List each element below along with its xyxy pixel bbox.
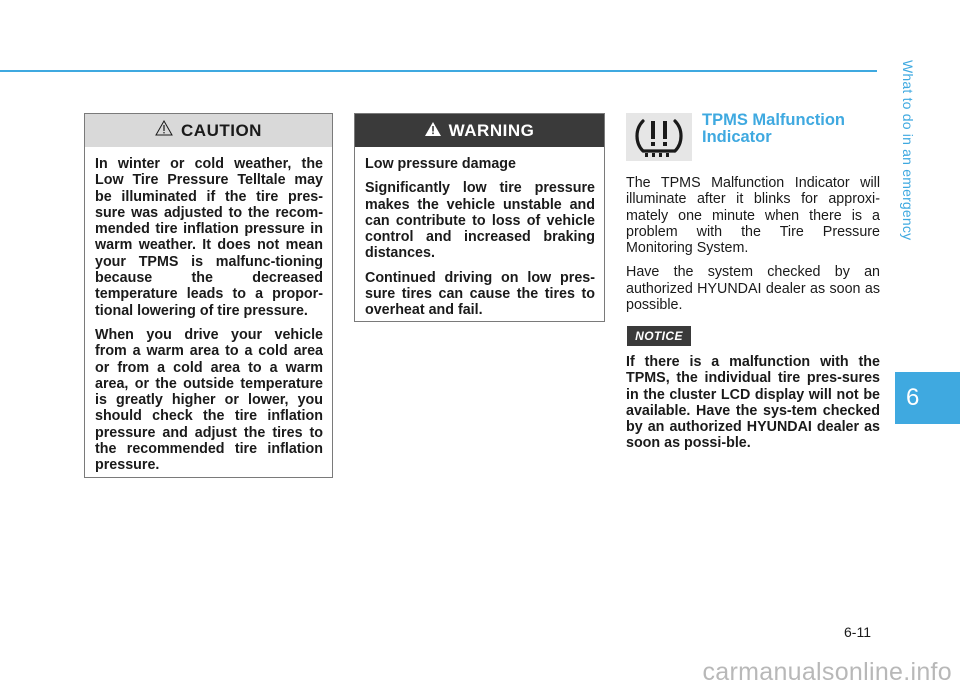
caution-paragraph: In winter or cold weather, the Low Tire Pressure Telltale may be illuminated if the tire pres-sure was adjusted to the recom-mended tire inflation pressure in warm weather. It does not mean your TPMS is malfunc-tioning because the decreased temperature leads to a propor-tional lowering of tire pressure. bbox=[95, 156, 323, 319]
tpms-title-line: Indicator bbox=[702, 127, 772, 146]
tpms-paragraph: Have the system checked by an authorized HYUNDAI dealer as soon as possible. bbox=[626, 264, 880, 314]
page-number: 6-11 bbox=[844, 624, 871, 640]
chapter-number-tab: 6 bbox=[895, 372, 960, 424]
caution-box bbox=[84, 113, 333, 478]
notice-text: If there is a malfunction with the TPMS, the individual tire pres-sures in the cluster LCD display will not be available. Have the sys-tem checked by an authorized HYUNDAI dealer as soon as possi-ble. bbox=[626, 354, 880, 452]
warning-triangle-icon bbox=[425, 121, 441, 141]
warning-title: WARNING bbox=[448, 120, 535, 140]
warning-paragraph: Low pressure damage bbox=[365, 156, 516, 172]
watermark: carmanualsonline.info bbox=[702, 658, 952, 686]
warning-header bbox=[355, 114, 604, 147]
caution-header bbox=[85, 114, 332, 147]
tpms-malfunction-icon bbox=[626, 113, 692, 161]
tpms-paragraph: The TPMS Malfunction Indicator will illuminate after it blinks for approxi-mately one minute when there is a problem with the Tire Pressure Monitoring System. bbox=[626, 175, 880, 257]
caution-triangle-icon bbox=[155, 120, 173, 141]
chapter-side-label: What to do in an emergency bbox=[900, 60, 916, 241]
warning-box bbox=[354, 113, 605, 322]
caution-body bbox=[85, 147, 332, 474]
tpms-section-title bbox=[702, 112, 872, 145]
caution-title: CAUTION bbox=[181, 120, 262, 140]
warning-paragraph: Continued driving on low pres-sure tires can cause the tires to overheat and fail. bbox=[365, 269, 595, 319]
top-rule bbox=[0, 70, 877, 72]
tpms-title-line: TPMS Malfunction bbox=[702, 111, 845, 129]
tpms-body bbox=[626, 175, 880, 321]
warning-body bbox=[355, 147, 604, 319]
warning-paragraph: Significantly low tire pressure makes the vehicle unstable and can contribute to loss of vehicle control and increased braking distances. bbox=[365, 180, 595, 262]
notice-badge: NOTICE bbox=[627, 326, 691, 346]
caution-paragraph: When you drive your vehicle from a warm area to a cold area or from a cold area to a warm area, or the outside temperature is greatly higher or lower, you should check the tire inflation pressure and adjust the tires to the recommended tire inflation pressure. bbox=[95, 326, 323, 474]
